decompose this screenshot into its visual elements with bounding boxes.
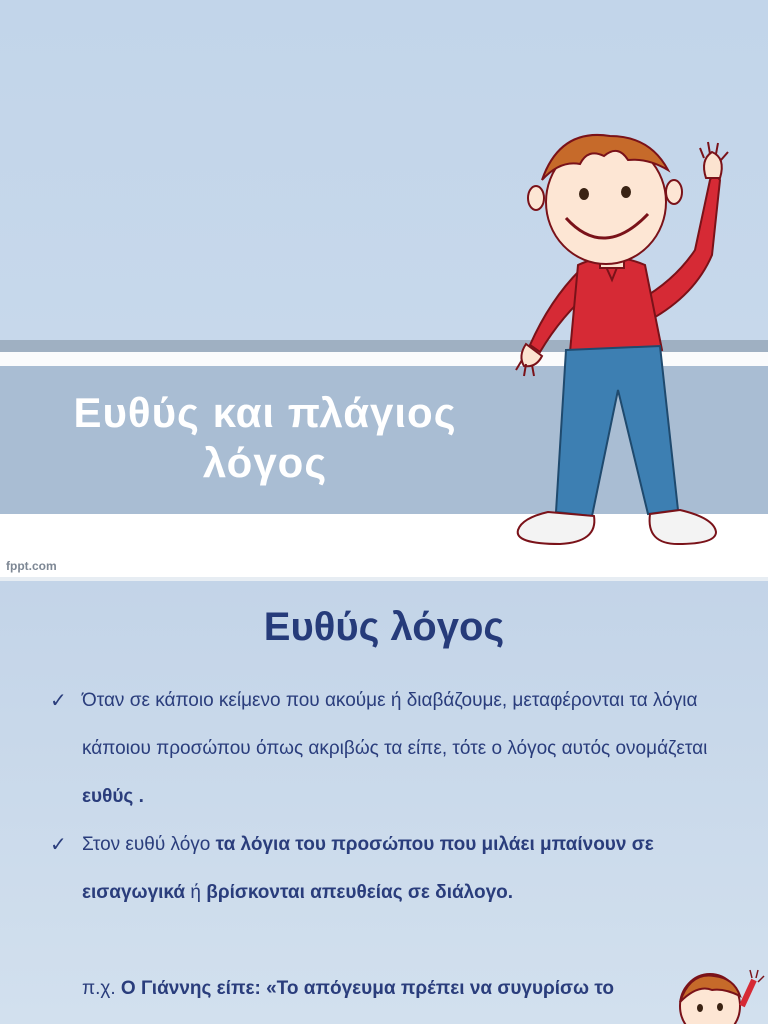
bullet-2 [52,821,742,917]
bullet-1 [52,677,742,821]
boy-illustration [500,130,740,560]
example-bold: Ο Γιάννης είπε: «Το απόγευμα πρέπει να συγυρίσω το [120,978,614,999]
check-icon: ✓ [50,834,67,856]
example-line [52,965,742,1013]
watermark: fppt.com [6,559,57,573]
bullet-2-mid: ή [185,882,207,903]
bullet-2-bold-2: βρίσκονται απευθείας σε διάλογο. [206,882,514,903]
slide-title: Ευθύς και πλάγιος λόγος [73,389,457,486]
check-icon: ✓ [50,690,67,712]
example-prefix: π.χ. [82,978,121,999]
bullet-1-text: Όταν σε κάποιο κείμενο που ακούμε ή διαβάζουμε, μεταφέρονται τα λόγια κάποιου προσώπου όπως ακριβώς τα είπε, τότε ο λόγος αυτός ονομάζεται [82,690,708,759]
boy-illustration-small [672,966,768,1024]
slide-heading: Ευθύς λόγος [263,605,505,649]
bullet-2-bold-1: τα λόγια του προσώπου που μιλάει μπαίνουν σε εισαγωγικά [82,834,654,903]
bullet-1-bold: ευθύς . [82,786,144,807]
content-slide [0,581,768,1024]
bullet-2-prefix: Στον ευθύ λόγο [82,834,216,855]
